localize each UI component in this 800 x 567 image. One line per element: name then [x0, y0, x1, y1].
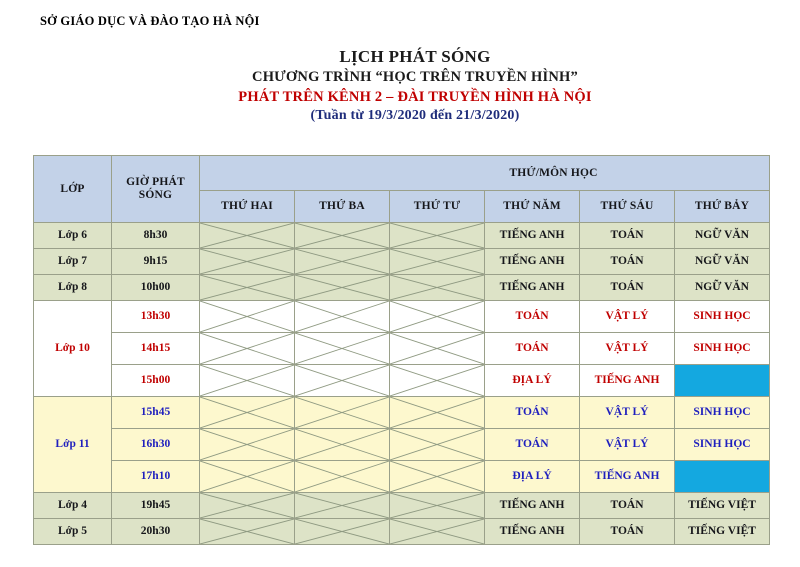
cell-subject: TIẾNG ANH	[580, 365, 675, 397]
cell-subject: TOÁN	[485, 301, 580, 333]
cell-no-broadcast	[200, 249, 295, 275]
title-line-4-week: (Tuần từ 19/3/2020 đến 21/3/2020)	[310, 107, 520, 123]
cell-no-broadcast	[295, 519, 390, 545]
header-lop: LỚP	[34, 156, 112, 223]
organization-name: SỞ GIÁO DỤC VÀ ĐÀO TẠO HÀ NỘI	[40, 14, 260, 28]
cell-subject: TIẾNG ANH	[485, 275, 580, 301]
cell-no-broadcast	[390, 333, 485, 365]
cell-subject: TIẾNG ANH	[485, 223, 580, 249]
cell-no-broadcast	[200, 333, 295, 365]
cell-lop: Lớp 6	[34, 223, 112, 249]
header-day-thu-sau: THỨ SÁU	[580, 191, 675, 223]
cell-no-broadcast	[390, 249, 485, 275]
header-day-thu-hai: THỨ HAI	[200, 191, 295, 223]
cell-lop: Lớp 5	[34, 519, 112, 545]
header-day-thu-tu: THỨ TƯ	[390, 191, 485, 223]
cell-no-broadcast	[390, 461, 485, 493]
cell-subject: TOÁN	[580, 493, 675, 519]
cell-subject: VẬT LÝ	[580, 397, 675, 429]
cell-subject: ĐỊA LÝ	[485, 461, 580, 493]
cell-subject: TOÁN	[580, 223, 675, 249]
cell-broadcast-time: 14h15	[112, 333, 200, 365]
cell-subject: VẬT LÝ	[580, 429, 675, 461]
cell-subject: SINH HỌC	[675, 429, 770, 461]
table-row	[34, 429, 770, 461]
cell-broadcast-time: 20h30	[112, 519, 200, 545]
cell-lop: Lớp 8	[34, 275, 112, 301]
table-row	[34, 301, 770, 333]
cell-no-broadcast	[200, 223, 295, 249]
cell-lop: Lớp 7	[34, 249, 112, 275]
cell-broadcast-time: 19h45	[112, 493, 200, 519]
header-day-thu-nam: THỨ NĂM	[485, 191, 580, 223]
cell-no-broadcast	[390, 493, 485, 519]
cell-no-broadcast	[390, 275, 485, 301]
header-gio-phat-song: GIỜ PHÁT SÓNG	[112, 156, 200, 223]
cell-no-broadcast	[200, 275, 295, 301]
cell-no-broadcast	[390, 301, 485, 333]
title-line-2: CHƯƠNG TRÌNH “HỌC TRÊN TRUYỀN HÌNH”	[252, 69, 578, 86]
table-row	[34, 493, 770, 519]
cell-broadcast-time: 10h00	[112, 275, 200, 301]
header-thu-mon-hoc: THỨ/MÔN HỌC	[200, 156, 770, 191]
cell-broadcast-time: 15h00	[112, 365, 200, 397]
table-row	[34, 275, 770, 301]
cell-subject: TOÁN	[485, 397, 580, 429]
cell-subject: TIẾNG ANH	[485, 249, 580, 275]
cell-subject: SINH HỌC	[675, 333, 770, 365]
cell-no-broadcast	[200, 429, 295, 461]
cell-no-broadcast	[295, 429, 390, 461]
cell-no-broadcast	[295, 249, 390, 275]
cell-subject: SINH HỌC	[675, 301, 770, 333]
cell-no-broadcast	[200, 519, 295, 545]
cell-no-broadcast	[390, 519, 485, 545]
cell-no-broadcast	[200, 365, 295, 397]
cell-subject: TOÁN	[580, 275, 675, 301]
table-row	[34, 223, 770, 249]
cell-no-broadcast	[295, 275, 390, 301]
cell-subject: TOÁN	[580, 249, 675, 275]
table-body	[34, 223, 770, 545]
table-head	[34, 156, 770, 223]
header-day-thu-ba: THỨ BA	[295, 191, 390, 223]
header-day-thu-bay: THỨ BẢY	[675, 191, 770, 223]
cell-subject: TOÁN	[485, 333, 580, 365]
cell-no-broadcast	[295, 493, 390, 519]
cell-subject: ĐỊA LÝ	[485, 365, 580, 397]
cell-broadcast-time: 17h10	[112, 461, 200, 493]
cell-lop: Lớp 4	[34, 493, 112, 519]
cell-no-broadcast	[200, 301, 295, 333]
cell-subject: TIẾNG VIỆT	[675, 493, 770, 519]
cell-no-broadcast	[295, 301, 390, 333]
cell-subject: TOÁN	[485, 429, 580, 461]
cell-subject: VẬT LÝ	[580, 301, 675, 333]
cell-subject: TIẾNG ANH	[580, 461, 675, 493]
title-line-3-channel: PHÁT TRÊN KÊNH 2 – ĐÀI TRUYỀN HÌNH HÀ NỘI	[238, 88, 592, 105]
table-row	[34, 333, 770, 365]
cell-broadcast-time: 13h30	[112, 301, 200, 333]
table-row	[34, 397, 770, 429]
cell-subject: TIẾNG VIỆT	[675, 519, 770, 545]
cell-broadcast-time: 16h30	[112, 429, 200, 461]
cell-no-broadcast	[295, 397, 390, 429]
cell-no-broadcast	[390, 223, 485, 249]
cell-subject: NGỮ VĂN	[675, 275, 770, 301]
title-line-1: LỊCH PHÁT SÓNG	[339, 47, 491, 66]
cell-no-broadcast	[295, 223, 390, 249]
cell-blocked-slot	[675, 365, 770, 397]
cell-no-broadcast	[200, 397, 295, 429]
cell-broadcast-time: 9h15	[112, 249, 200, 275]
cell-no-broadcast	[390, 429, 485, 461]
cell-blocked-slot	[675, 461, 770, 493]
cell-no-broadcast	[200, 493, 295, 519]
cell-subject: NGỮ VĂN	[675, 249, 770, 275]
cell-subject: TIẾNG ANH	[485, 519, 580, 545]
cell-no-broadcast	[295, 365, 390, 397]
cell-subject: VẬT LÝ	[580, 333, 675, 365]
cell-no-broadcast	[390, 365, 485, 397]
table-row	[34, 461, 770, 493]
cell-no-broadcast	[295, 333, 390, 365]
broadcast-schedule-table	[33, 155, 770, 545]
cell-no-broadcast	[390, 397, 485, 429]
cell-lop-merged: Lớp 10	[34, 301, 112, 397]
title-block	[200, 46, 630, 125]
schedule-table-container	[33, 155, 769, 545]
cell-no-broadcast	[200, 461, 295, 493]
header-row-top	[34, 156, 770, 191]
cell-subject: TOÁN	[580, 519, 675, 545]
table-row	[34, 249, 770, 275]
cell-subject: NGỮ VĂN	[675, 223, 770, 249]
table-row	[34, 365, 770, 397]
cell-lop-merged: Lớp 11	[34, 397, 112, 493]
cell-broadcast-time: 15h45	[112, 397, 200, 429]
table-row	[34, 519, 770, 545]
cell-no-broadcast	[295, 461, 390, 493]
cell-broadcast-time: 8h30	[112, 223, 200, 249]
cell-subject: SINH HỌC	[675, 397, 770, 429]
cell-subject: TIẾNG ANH	[485, 493, 580, 519]
